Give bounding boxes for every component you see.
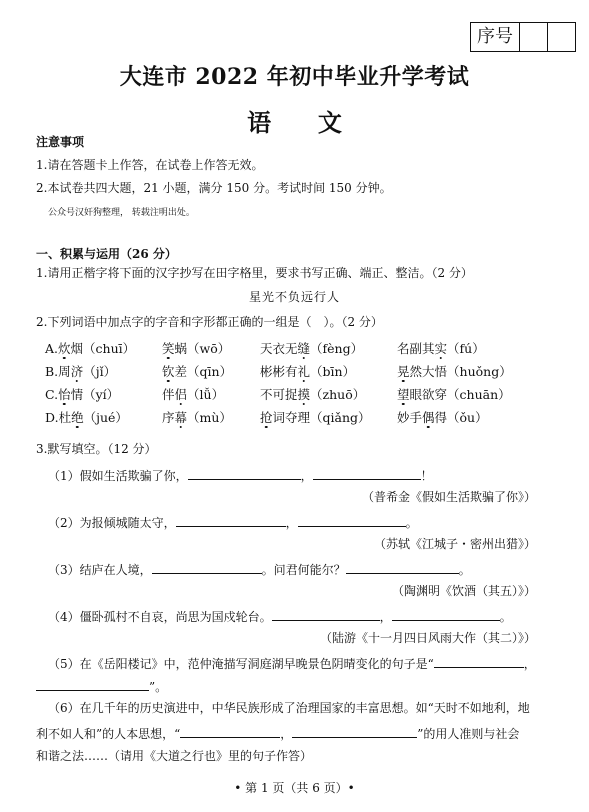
recite-item-5-cont: ”。 <box>36 677 167 695</box>
option-c-4: 望眼欲穿（chuān） <box>397 387 511 402</box>
recite-source-3: （陶渊明《饮酒（其五）》） <box>391 584 536 598</box>
answer-blank[interactable] <box>346 560 459 574</box>
answer-blank[interactable] <box>188 466 301 480</box>
serial-cell <box>548 23 575 51</box>
option-b-3: 彬彬有礼（bīn） <box>260 364 356 379</box>
serial-cell <box>520 23 548 51</box>
answer-blank[interactable] <box>180 724 280 738</box>
recite-item-6: （6）在几千年的历史演进中，中华民族形成了治理国家的丰富思想。如“天时不如地利，地 <box>48 701 530 715</box>
recite-item-6-note: 和谐之法……（请用《大道之行也》里的句子作答） <box>36 749 313 763</box>
recite-source-2: （苏轼《江城子・密州出猎》） <box>373 537 536 551</box>
recite-item-2: （2）为报倾城随太守， ， 。 <box>48 513 418 531</box>
recite-item-1: （1）假如生活欺骗了你， ， ！ <box>48 466 433 484</box>
answer-blank[interactable] <box>36 677 149 691</box>
recite-item-6-cont: 利不如人和”的人本思想，“ ， ”的用人准则与社会 <box>36 724 519 742</box>
answer-blank[interactable] <box>298 513 406 527</box>
section-heading: 一、积累与运用（26 分） <box>36 247 177 261</box>
copy-phrase: 星光不负远行人 <box>248 290 340 304</box>
option-a-4: 名副其实（fú） <box>397 341 485 356</box>
question-1: 1.请用正楷字将下面的汉字抄写在田字格里，要求书写正确、端正、整洁。（2 分） <box>36 266 473 280</box>
recite-source-1: （普希金《假如生活欺骗了你》） <box>361 490 536 504</box>
recite-item-4: （4）僵卧孤村不自哀，尚思为国戍轮台。 ， 。 <box>48 607 512 625</box>
serial-number-box <box>470 22 576 52</box>
answer-blank[interactable] <box>292 724 417 738</box>
subject-title <box>0 103 589 138</box>
question-3: 3.默写填空。（12 分） <box>36 442 157 456</box>
answer-blank[interactable] <box>313 466 421 480</box>
answer-blank[interactable] <box>272 607 380 621</box>
notice-item: 1.请在答题卡上作答，在试卷上作答无效。 <box>36 158 264 172</box>
serial-label: 序号 <box>471 23 520 51</box>
answer-blank[interactable] <box>152 560 262 574</box>
question-2: 2.下列词语中加点字的字音和字形都正确的一组是（ ）。（2 分） <box>36 315 383 329</box>
option-d-3: 抢词夺理（qiǎng） <box>260 410 371 425</box>
option-c-2: 伴侣（lǚ） <box>162 387 225 402</box>
recite-source-4: （陆游《十一月四日风雨大作（其二）》） <box>319 631 536 645</box>
notice-small: 公众号汉奸狗整理， 转载注明出处。 <box>48 208 195 218</box>
recite-item-5: （5）在《岳阳楼记》中，范仲淹描写洞庭湖早晚景色阴晴变化的句子是“ ， <box>48 654 536 672</box>
option-a-2: 笑蜗（wō） <box>162 341 231 356</box>
option-c-1: C.怡情（yí） <box>45 387 120 402</box>
answer-blank[interactable] <box>392 607 500 621</box>
notice-item: 2.本试卷共四大题，21 小题，满分 150 分。考试时间 150 分钟。 <box>36 181 392 195</box>
answer-blank[interactable] <box>176 513 286 527</box>
subject-char: 语 <box>247 108 272 137</box>
option-d-2: 序幕（mù） <box>162 410 232 425</box>
option-d-1: D.杜绝（jué） <box>45 410 128 425</box>
recite-item-3: （3）结庐在人境， 。问君何能尔？ 。 <box>48 560 471 578</box>
option-b-4: 晃然大悟（huǒng） <box>397 364 512 379</box>
option-c-3: 不可捉摸（zhuō） <box>260 387 366 402</box>
option-b-1: B.周济（jǐ） <box>45 364 117 379</box>
subject-char: 文 <box>317 108 342 137</box>
page-footer: • 第 1 页（共 6 页）• <box>234 781 355 795</box>
answer-blank[interactable] <box>434 654 524 668</box>
option-a-3: 天衣无缝（fèng） <box>260 341 364 356</box>
notice-heading: 注意事项 <box>36 135 85 149</box>
option-a-1: A.炊烟（chuī） <box>45 341 136 356</box>
option-b-2: 钦差（qīn） <box>162 364 233 379</box>
option-d-4: 妙手偶得（ǒu） <box>397 410 488 425</box>
exam-title: 大连市 2022 年初中毕业升学考试 <box>119 64 470 90</box>
